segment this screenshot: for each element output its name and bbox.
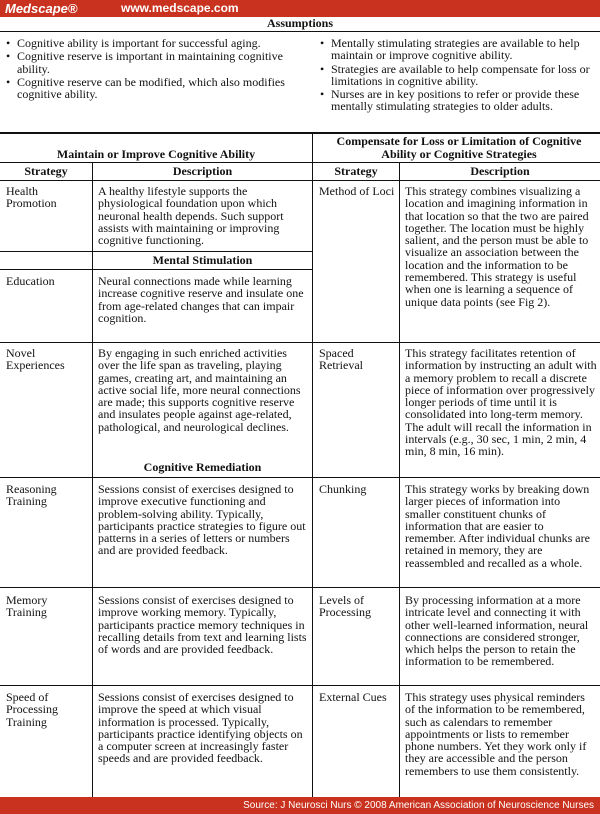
left-section-title: Maintain or Improve Cognitive Ability — [56, 147, 256, 161]
assumption-item: • Strategies are available to help compensate for loss or limitations in cognitive ability. — [317, 63, 597, 88]
divider — [0, 251, 312, 252]
medscape-logo[interactable]: Medscape® — [5, 1, 78, 16]
description-cell: Sessions consist of exercises designed to improve working memory. Typically, participants practice memory techniques in recalling details from text and learning lists of words and are provided feedback. — [98, 593, 307, 657]
description-cell: This strategy works by breaking down larger pieces of information into smaller constituent chunks of information that are easier to remember. After individual chunks are retained in memory, they are reassembled and recalled as a whole. — [405, 482, 590, 570]
cognitive-remediation-heading: Cognitive Remediation — [143, 460, 262, 474]
strategy-cell: Health Promotion — [6, 184, 57, 211]
divider — [0, 162, 600, 163]
cognitive-strategies-table — [0, 17, 600, 797]
assumptions-left-list — [3, 37, 295, 101]
assumption-item: • Cognitive reserve is important in maintaining cognitive ability. — [3, 50, 295, 75]
divider — [0, 31, 600, 32]
strategy-cell: Novel Experiences — [6, 346, 65, 373]
right-col-strategy: Strategy — [334, 164, 378, 178]
divider — [312, 685, 600, 686]
divider — [0, 587, 312, 588]
assumption-item: • Mentally stimulating strategies are available to help maintain or improve cognitive ability. — [317, 37, 597, 62]
description-cell: A healthy lifestyle supports the physiological foundation upon which neuronal health depends. Such support assists with maintaining or improving cognitive functioning. — [98, 184, 284, 248]
strategy-cell: Memory Training — [6, 593, 48, 620]
site-header — [0, 0, 600, 17]
assumptions-title: Assumptions — [266, 16, 334, 30]
strategy-cell: Spaced Retrieval — [319, 346, 363, 373]
source-footer — [0, 797, 600, 814]
mental-stimulation-heading: Mental Stimulation — [152, 253, 253, 267]
description-cell: Neural connections made while learning increase cognitive reserve and insulate one from age-related changes that can impair cognition. — [98, 274, 304, 325]
description-cell: This strategy combines visualizing a location and imagining information in that location so that the two are paired together. The location must be highly salient, and the person must be able to visualize an association between the location and the information to be remembered. This strategy is useful when one is learning a sequence of unique data points (see Fig 2). — [405, 184, 589, 309]
strategy-cell: Speed of Processing Training — [6, 690, 58, 729]
strategy-cell: Education — [6, 274, 55, 288]
right-section-title: Compensate for Loss or Limitation of Cognitive Ability or Cognitive Strategies — [336, 134, 582, 161]
description-cell: By processing information at a more intricate level and connecting it with other well-learned information, neural connections are considered stronger, which helps the person to retain the information to be remembered. — [405, 593, 589, 669]
description-cell: Sessions consist of exercises designed to improve executive functioning and problem-solving ability. Typically, participants practice strategies to figure out patterns in a series of letters or numbers and are provided feedback. — [98, 482, 306, 558]
strategy-cell: Method of Loci — [319, 184, 395, 198]
divider — [312, 587, 600, 588]
assumptions-right-list — [317, 37, 597, 114]
description-cell: This strategy uses physical reminders of the information to be remembered, such as calendars to remember appointments or lists to remember phone numbers. Yet they work only if they are accessible and the person remembers to use them consistently. — [405, 690, 587, 778]
description-cell: By engaging in such enriched activities over the life span as traveling, playing games, creating art, and maintaining an active social life, more neural connections are made; this supports cognitive reserve and insulates people against age-related, pathological, and neurological declines. — [98, 346, 301, 434]
strategy-cell: Reasoning Training — [6, 482, 57, 509]
source-citation: Source: J Neurosci Nurs © 2008 American Association of Neuroscience Nurses — [243, 800, 594, 811]
description-cell: This strategy facilitates retention of information by instructing an adult with a memory problem to recall a discrete piece of information over progressively longer periods of time until it is consolidated into long-term memory. The adult will recall the information in intervals (e.g., 30 sec, 1 min, 2 min, 4 min, 8 min, 16 min). — [405, 346, 597, 459]
assumption-item: • Cognitive ability is important for successful aging. — [3, 37, 295, 49]
left-col-description: Description — [172, 164, 233, 178]
divider — [312, 342, 600, 343]
divider — [0, 342, 312, 343]
assumption-item: • Nurses are in key positions to refer or provide these mentally stimulating strategies to older adults. — [317, 88, 597, 113]
left-col-strategy: Strategy — [24, 164, 68, 178]
description-cell: Sessions consist of exercises designed to improve the speed at which visual information is processed. Typically, participants practice identifying objects on a computer screen at increasingly faster speeds and are provided feedback. — [98, 690, 303, 766]
right-col-description: Description — [470, 164, 530, 178]
divider — [312, 477, 600, 478]
assumption-item: • Cognitive reserve can be modified, which also modifies cognitive ability. — [3, 76, 295, 101]
strategy-cell: External Cues — [319, 690, 387, 704]
strategy-cell: Levels of Processing — [319, 593, 371, 620]
divider — [0, 180, 600, 181]
column-divider — [312, 132, 313, 797]
strategy-cell: Chunking — [319, 482, 367, 496]
divider — [0, 685, 312, 686]
divider — [0, 477, 312, 478]
column-divider — [399, 162, 400, 797]
site-url[interactable]: www.medscape.com — [121, 1, 239, 15]
divider — [0, 269, 312, 270]
